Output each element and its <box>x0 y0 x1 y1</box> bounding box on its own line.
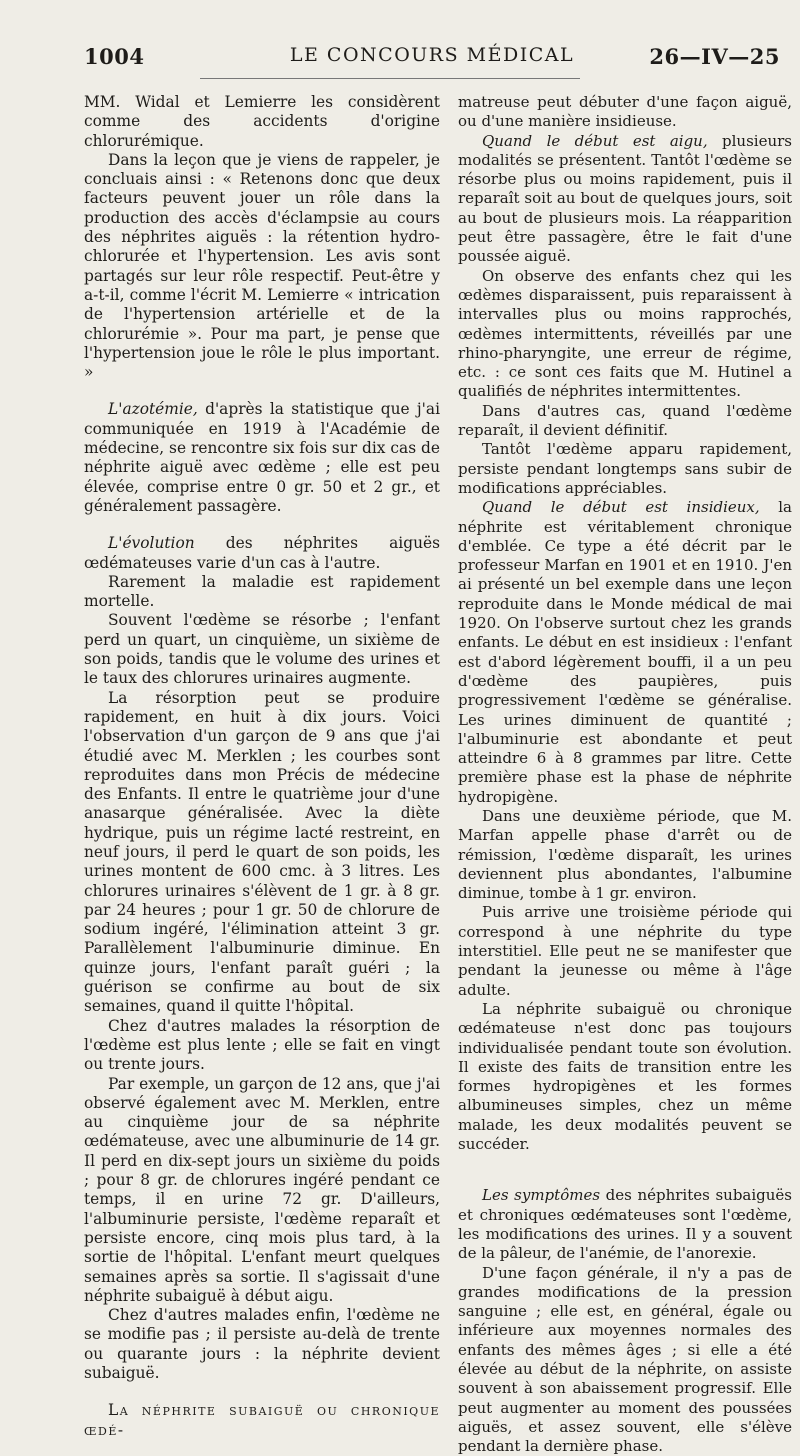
paragraph: La résorption peut se produire rapidement, en huit à dix jours. Voici l'observation d'un garçon de 9 ans que j'ai étudié avec M. Merklen ; les courbes sont reproduites dans mon Précis de médecine des Enfants. Il entre le quatrième jour d'une anasarque généralisée. Avec la diète hydrique, puis un régime lacté restreint, en neuf jours, il perd le quart de son poids, les urines montent de 600 cmc. à 3 litres. Les chlorures urinaires s'élèvent de 1 gr. à 8 gr. par 24 heures ; pour 1 gr. 50 de chlorure de sodium ingéré, l'élimination atteint 3 gr. Parallèlement l'albuminurie diminue. En quinze jours, l'enfant paraît guéri ; la guérison se confirme au bout de six semaines, quand il quitte l'hôpital. <box>84 688 440 1016</box>
page-number: 1004 <box>84 44 145 69</box>
paragraph: Tantôt l'œdème apparu rapidement, persiste pendant longtemps sans subir de modifications appréciables. <box>458 440 792 497</box>
paragraph: Chez d'autres malades enfin, l'œdème ne se modifie pas ; il persiste au-delà de trente ou quarante jours : la néphrite devient subaiguë. <box>84 1306 440 1382</box>
paragraph: L'évolution des néphrites aiguës œdémateuses varie d'un cas à l'autre. <box>84 534 440 572</box>
paragraph: Dans une deuxième période, que M. Marfan appelle phase d'arrêt ou de rémission, l'œdème disparaît, les urines deviennent plus abondantes, l'albumine diminue, tombe à 1 gr. environ. <box>458 806 792 903</box>
paragraph: On observe des enfants chez qui les œdèmes disparaissent, puis reparaissent à intervalles plus ou moins rapprochés, œdèmes intermittents, réveillés par une rhino-pharyngite, une erreur de régime, etc. : ce sont ces faits que M. Hutinel a qualifiés de néphrites intermittentes. <box>458 266 792 401</box>
paragraph: Les symptômes des néphrites subaiguës et chroniques œdémateuses sont l'œdème, les modifications des urines. Il y a souvent de la pâleur, de l'anémie, de l'anorexie. <box>458 1186 792 1263</box>
paragraph: Dans d'autres cas, quand l'œdème reparaît, il devient définitif. <box>458 401 792 440</box>
header-rule <box>200 78 580 79</box>
paragraph: Quand le début est aigu, plusieurs modalités se présentent. Tantôt l'œdème se résorbe plus ou moins rapidement, puis il reparaît soit au bout de quelques jours, soit au bout de plusieurs mois. La réapparition peut être passagère, être le fait d'une poussée aiguë. <box>458 131 792 266</box>
left-column <box>84 93 441 1439</box>
paragraph-lead: Quand le début est aigu, <box>482 131 708 150</box>
paragraph: Quand le début est insidieux, la néphrite est véritablement chronique d'emblée. Ce type a été décrit par le professeur Marfan en 1901 et en 1910. J'en ai présenté un bel exemple dans une leçon reproduite dans le Monde médical de mai 1920. On l'observe surtout chez les grands enfants. Le début en est insidieux : l'enfant est d'abord légèrement bouffi, il a un peu d'œdème des paupières, puis progressivement l'œdème se généralise. Les urines diminuent de quantité ; l'albuminurie est abondante et peut atteindre 6 à 8 grammes par litre. Cette première phase est la phase de néphrite hydropigène. <box>458 498 792 806</box>
paragraph: Rarement la maladie est rapidement mortelle. <box>84 572 440 611</box>
paragraph: Puis arrive une troisième période qui correspond à une néphrite du type interstitiel. Elle peut ne se manifester que pendant la jeunesse ou même à l'âge adulte. <box>458 903 792 999</box>
paragraph-lead: Quand le début est insidieux, <box>482 498 760 517</box>
paragraph-lead: L'évolution <box>108 534 195 553</box>
right-column <box>458 93 792 1456</box>
paragraph-lead: L'azotémie, <box>108 400 198 419</box>
section-heading: La néphrite subaiguë ou chronique œdé- <box>84 1401 440 1439</box>
paragraph: Par exemple, un garçon de 12 ans, que j'ai observé également avec M. Merklen, entre au cinquième jour de sa néphrite œdémateuse, avec une albuminurie de 14 gr. Il perd en dix-sept jours un sixième du poids ; pour 8 gr. de chlorures ingéré pendant ce temps, il en urine 72 gr. D'ailleurs, l'albuminurie persiste, l'œdème reparaît et persiste encore, cinq mois plus tard, à la sortie de l'hôpital. L'enfant meurt quelques semaines après sa sortie. Il s'agissait d'une néphrite subaiguë à début aigu. <box>84 1074 441 1305</box>
paragraph: matreuse peut débuter d'une façon aiguë, ou d'une manière insidieuse. <box>458 93 792 131</box>
paragraph: D'une façon générale, il n'y a pas de grandes modifications de la pression sanguine ; elle est, en général, égale ou inférieure aux moyennes normales des enfants des mêmes âges ; si elle a été élevée au début de la néphrite, on assiste souvent à son abaissement progressif. Elle peut augmenter au moment des poussées aiguës, et assez souvent, elle s'élève pendant la dernière phase. <box>458 1263 792 1456</box>
paragraph: Souvent l'œdème se résorbe ; l'enfant perd un quart, un cinquième, un sixième de son poids, tandis que le volume des urines et le taux des chlorures urinaires augmente. <box>84 611 440 688</box>
paragraph: L'azotémie, d'après la statistique que j'ai communiquée en 1919 à l'Académie de médecine, se rencontre six fois sur dix cas de néphrite aiguë avec œdème ; elle est peu élevée, comprise entre 0 gr. 50 et 2 gr., et généralement passagère. <box>84 400 440 515</box>
issue-date: 26—IV—25 <box>649 44 780 69</box>
paragraph: MM. Widal et Lemierre les considèrent comme des accidents d'origine chlorurémique. <box>84 93 440 150</box>
paragraph-lead: Les symptômes <box>482 1186 601 1205</box>
page-header <box>84 44 780 74</box>
journal-title: LE CONCOURS MÉDICAL <box>289 44 575 66</box>
paragraph: Chez d'autres malades la résorption de l'œdème est plus lente ; elle se fait en vingt ou trente jours. <box>84 1016 440 1074</box>
paragraph: Dans la leçon que je viens de rappeler, je concluais ainsi : « Retenons donc que deux facteurs peuvent jouer un rôle dans la production des accès d'éclampsie au cours des néphrites aiguës : la rétention hydro-chlorurée et l'hypertension. Les avis sont partagés sur leur rôle respectif. Peut-être y a-t-il, comme l'écrit M. Lemierre « intrication de l'hypertension artérielle et de la chlorurémie ». Pour ma part, je pense que l'hypertension joue le rôle le plus important. » <box>84 150 440 382</box>
paragraph: La néphrite subaiguë ou chronique œdémateuse n'est donc pas toujours individualisée pendant toute son évolution. Il existe des faits de transition entre les formes hydropigènes et les formes albumineuses simples, chez un même malade, les deux modalités peuvent se succéder. <box>458 999 792 1154</box>
